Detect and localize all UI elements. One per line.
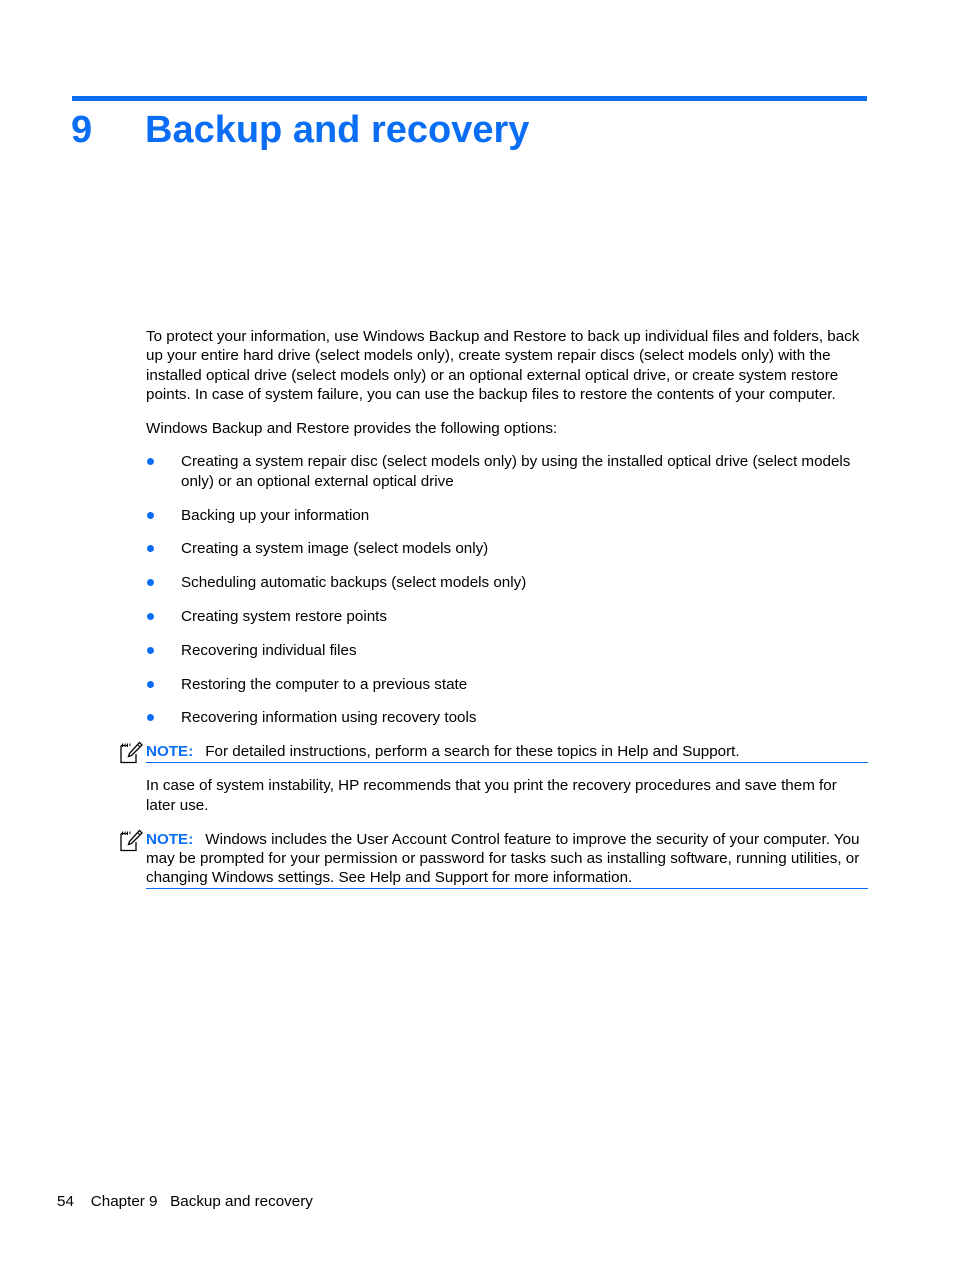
list-item [146, 452, 868, 491]
note-pencil-icon [119, 829, 143, 853]
bullet-dot-icon [147, 647, 154, 654]
list-item-text: Creating a system image (select models only) [181, 540, 489, 558]
note-label: NOTE: [146, 830, 194, 848]
bullet-dot-icon [147, 512, 154, 519]
bullet-dot-icon [147, 579, 154, 586]
list-item-text: Creating a system repair disc (select models only) by using the installed optical drive (select models only) or an optional external optical drive [181, 453, 851, 490]
list-item [146, 506, 868, 525]
footer-chapter-title: Backup and recovery [170, 1193, 313, 1210]
list-item [146, 708, 868, 727]
list-item-text: Recovering individual files [181, 641, 357, 659]
note-pencil-icon [119, 741, 143, 765]
bullet-dot-icon [147, 714, 154, 721]
chapter-content [146, 327, 868, 902]
list-item-text: Creating system restore points [181, 607, 387, 625]
bullet-dot-icon [147, 681, 154, 688]
note-label: NOTE: [146, 743, 194, 761]
list-item [146, 675, 868, 694]
options-list [146, 452, 868, 727]
list-item [146, 539, 868, 558]
page-number: 54 [57, 1193, 74, 1210]
list-item-text: Recovering information using recovery tools [181, 709, 477, 727]
intro-paragraph: To protect your information, use Windows Backup and Restore to back up individual files and folders, back up your entire hard drive (select models only), create system repair discs (select models only) with the installed optical drive (select models only) or an optional external optical drive, or create system restore points. In case of system failure, you can use the backup files to restore the contents of your computer. [146, 328, 860, 403]
list-item [146, 641, 868, 660]
list-item-text: Scheduling automatic backups (select models only) [181, 574, 527, 592]
list-item-text: Backing up your information [181, 506, 370, 524]
chapter-title: Backup and recovery [145, 109, 530, 151]
note-help-and-support [146, 742, 868, 763]
instability-paragraph: In case of system instability, HP recommends that you print the recovery procedures and save them for later use. [146, 777, 837, 814]
bullet-dot-icon [147, 458, 154, 465]
page-footer [57, 1192, 313, 1211]
note-text: Windows includes the User Account Control feature to improve the security of your computer. You may be prompted for your permission or password for tasks such as installing software, running utilities, or changing Windows settings. See Help and Support for more information. [146, 830, 860, 887]
list-item [146, 607, 868, 626]
bullet-dot-icon [147, 613, 154, 620]
footer-chapter-label: Chapter 9 [90, 1193, 158, 1210]
bullet-dot-icon [147, 545, 154, 552]
options-intro: Windows Backup and Restore provides the following options: [146, 419, 558, 437]
note-text: For detailed instructions, perform a search for these topics in Help and Support. [205, 743, 740, 761]
note-user-account-control [146, 830, 868, 890]
list-item [146, 573, 868, 592]
list-item-text: Restoring the computer to a previous state [181, 675, 468, 693]
chapter-rule [72, 96, 867, 101]
chapter-number: 9 [71, 109, 93, 151]
